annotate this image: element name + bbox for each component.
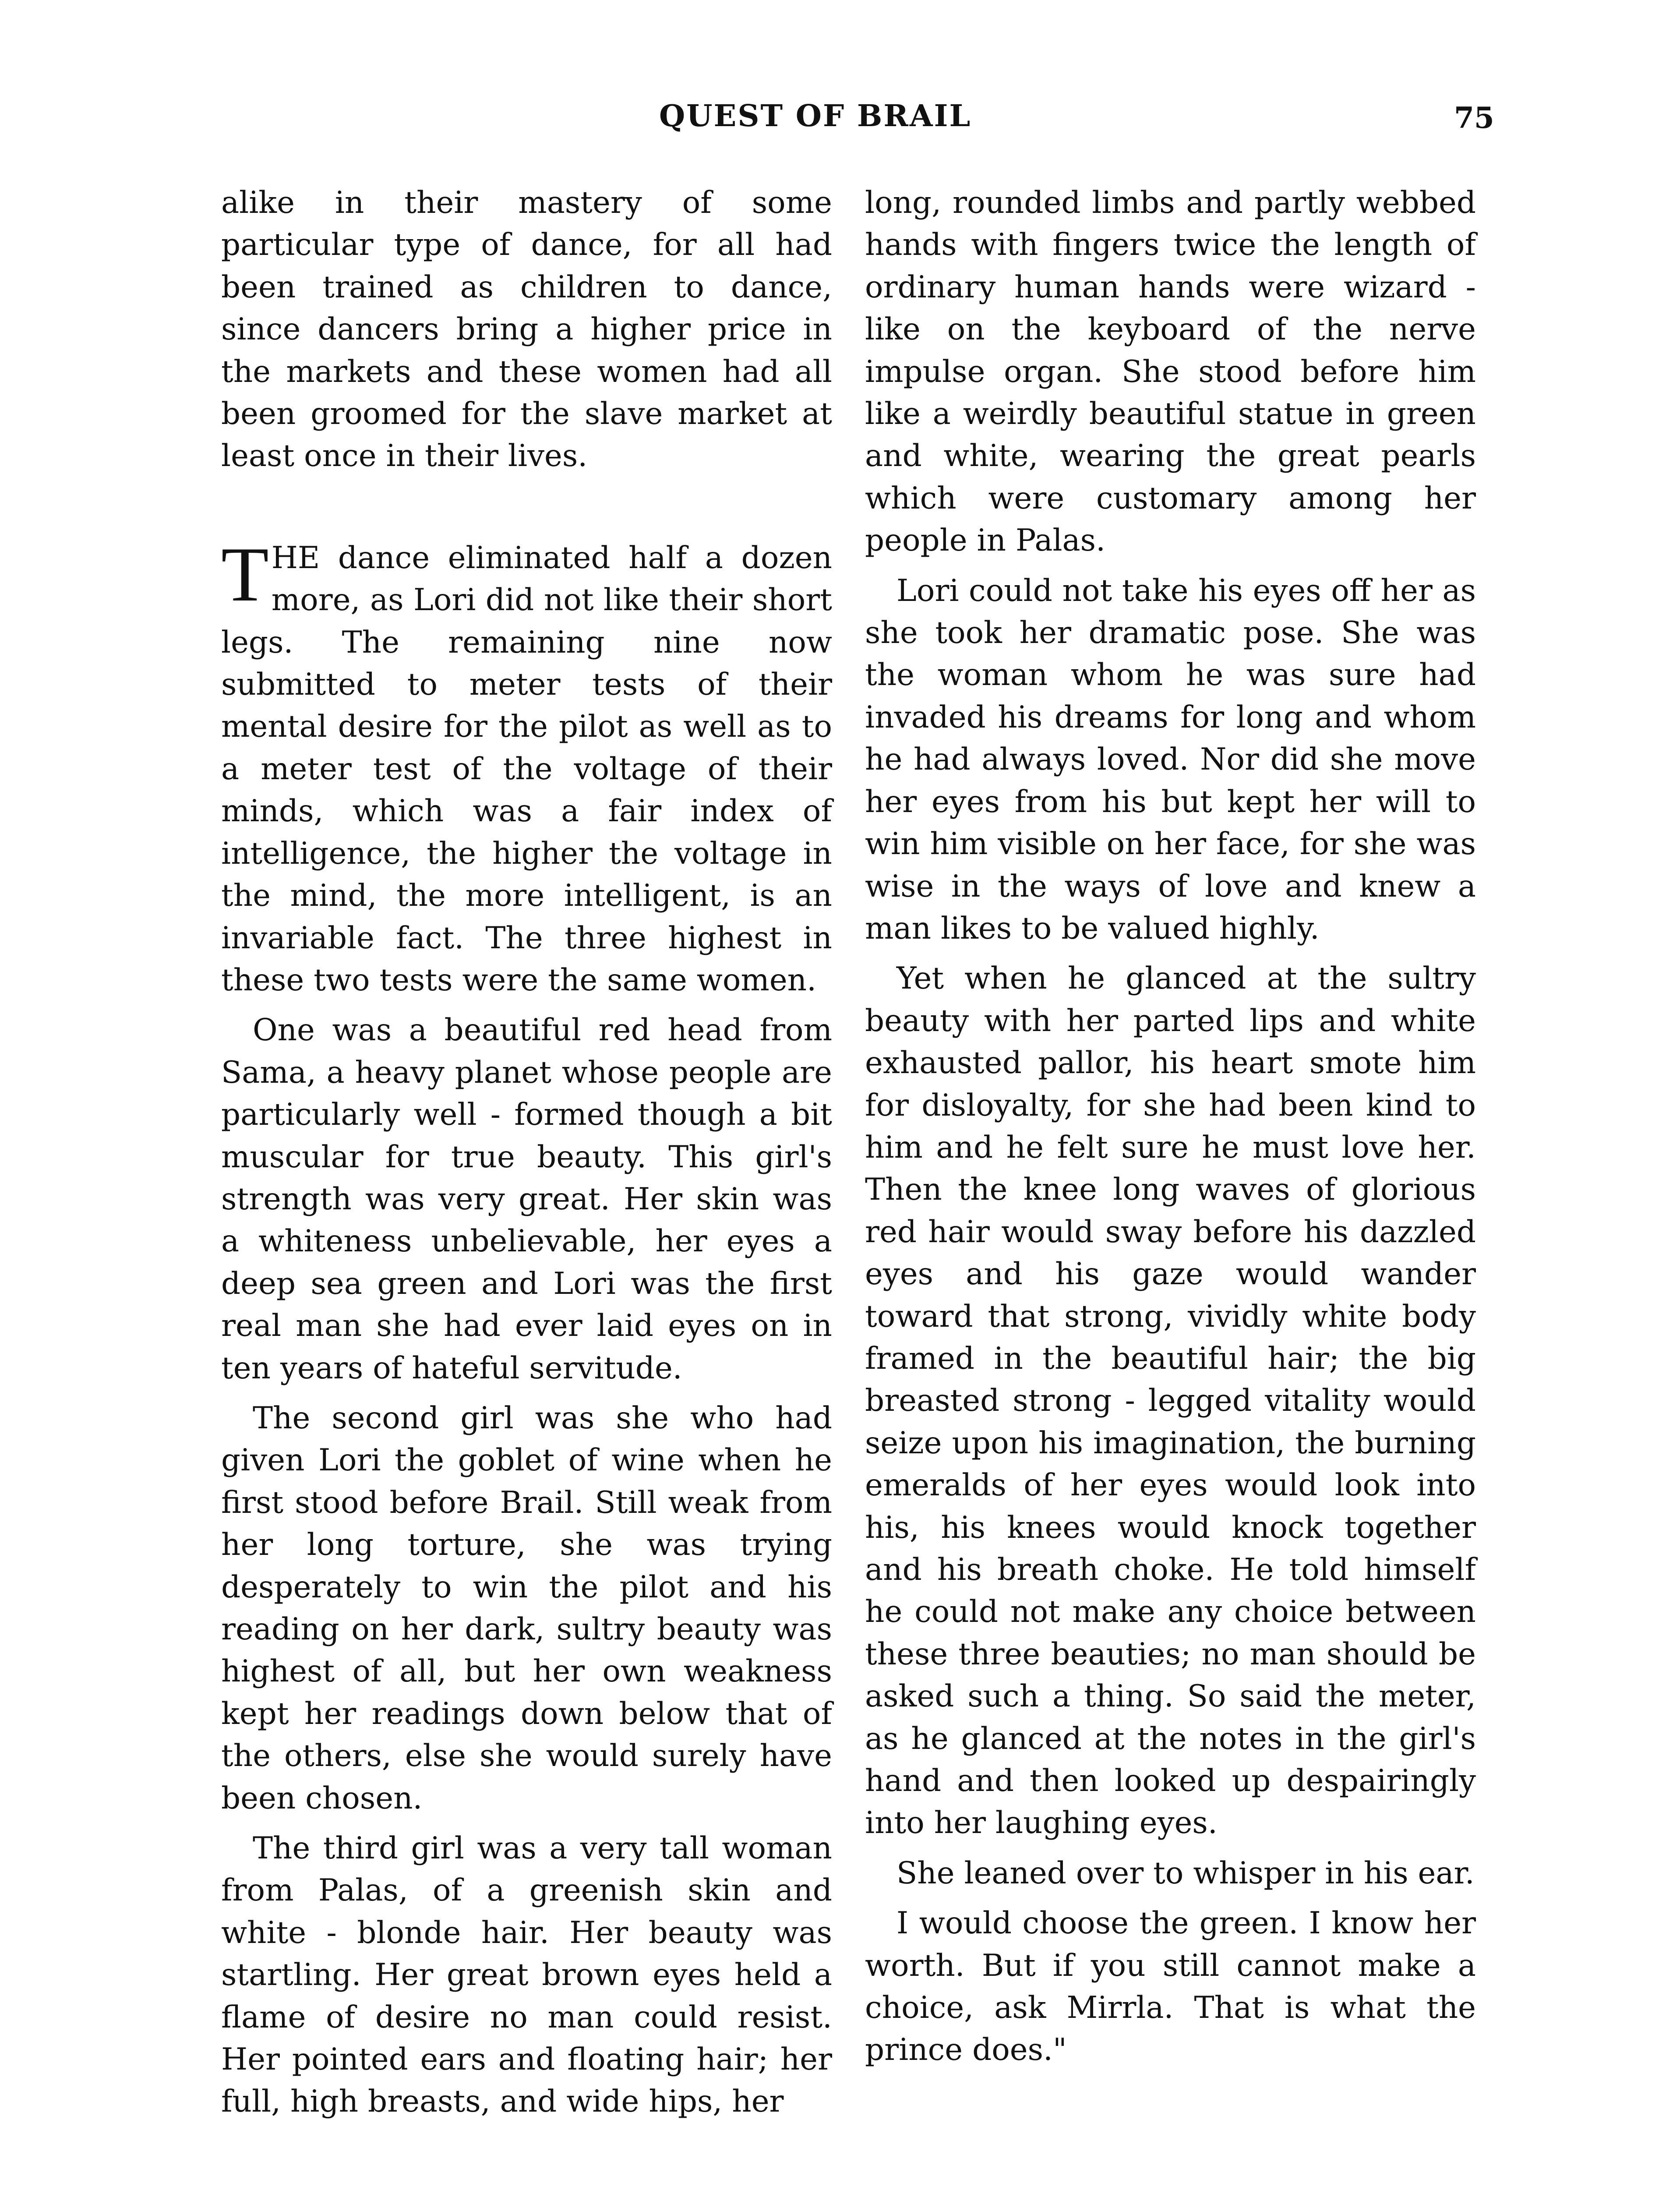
paragraph: One was a beautiful red head from Sama, a heavy planet whose people are particularly well - formed though a bit muscular for true beauty. This girl's strength was very great. Her skin was a whiteness unbelievable, her eyes a deep sea green and Lori was the first real man she had ever laid eyes on in ten years of hateful servitude. xyxy=(221,1013,832,1386)
paragraph: Yet when he glanced at the sultry beauty with her parted lips and white exhausted pallor, his heart smote him for disloyalty, for she had been kind to him and he felt sure he must love her. Then the knee long waves of glorious red hair would sway before his dazzled eyes and his gaze would wander toward that strong, vividly white body framed in the beautiful hair; the big breasted strong - legged vitality would seize upon his imagination, the burning emeralds of her eyes would look into his, his knees would knock together and his breath choke. He told himself he could not make any choice between these three beauties; no man should be asked such a thing. So said the meter, as he glanced at the notes in the girl's hand and then looked up despairingly into her laughing eyes. xyxy=(865,961,1476,1841)
right-column xyxy=(865,182,1476,2079)
paragraph: Lori could not take his eyes off her as she took her dramatic pose. She was the woman whom he was sure had invaded his dreams for long and whom he had always loved. Nor did she move her eyes from his but kept her will to win him visible on her face, for she was wise in the ways of love and knew a man likes to be valued highly. xyxy=(865,573,1476,946)
page-number: 75 xyxy=(1454,101,1494,135)
paragraph: The third girl was a very tall woman from Palas, of a greenish skin and white - blonde hair. Her beauty was startling. Her great brown eyes held a flame of desire no man could resist. Her pointed ears and floating hair; her full, high breasts, and wide hips, her xyxy=(221,1831,832,2119)
paragraph: She leaned over to whisper in his ear. xyxy=(896,1855,1475,1891)
paragraph-drop-cap-text: HE dance eliminated half a dozen more, as Lori did not like their short legs. The remaining nine now submitted to meter tests of their mental desire for the pilot as well as to a meter test of the voltage of their minds, which was a fair index of intelligence, the higher the voltage in the mind, the more intelligent, is an invariable fact. The three highest in these two tests were the same women. xyxy=(221,540,832,998)
drop-cap-initial: T xyxy=(221,530,269,618)
section-break xyxy=(221,485,832,537)
paragraph: The second girl was she who had given Lori the goblet of wine when he first stood before Brail. Still weak from her long torture, she was trying desperately to win the pilot and his reading on her dark, sultry beauty was highest of all, but her own weakness kept her readings down below that of the others, else she would surely have been chosen. xyxy=(221,1400,832,1816)
paragraph-continued: long, rounded limbs and partly webbed hands with fingers twice the length of ordinary human hands were wizard - like on the keyboard of the nerve impulse organ. She stood before him like a weirdly beautiful statue in green and white, wearing the great pearls which were customary among her people in Palas. xyxy=(865,185,1476,558)
left-column xyxy=(221,182,832,2131)
paragraph-continued: alike in their mastery of some particular type of dance, for all had been trained as children to dance, since dancers bring a higher price in the markets and these women had all been groomed for the slave market at least once in their lives. xyxy=(221,185,832,474)
running-title: QUEST OF BRAIL xyxy=(659,99,972,134)
page-header xyxy=(0,90,1680,142)
paragraph-drop-cap xyxy=(221,530,832,1001)
paragraph: I would choose the green. I know her worth. But if you still cannot make a choice, ask Mirrla. That is what the prince does." xyxy=(865,1906,1476,2068)
